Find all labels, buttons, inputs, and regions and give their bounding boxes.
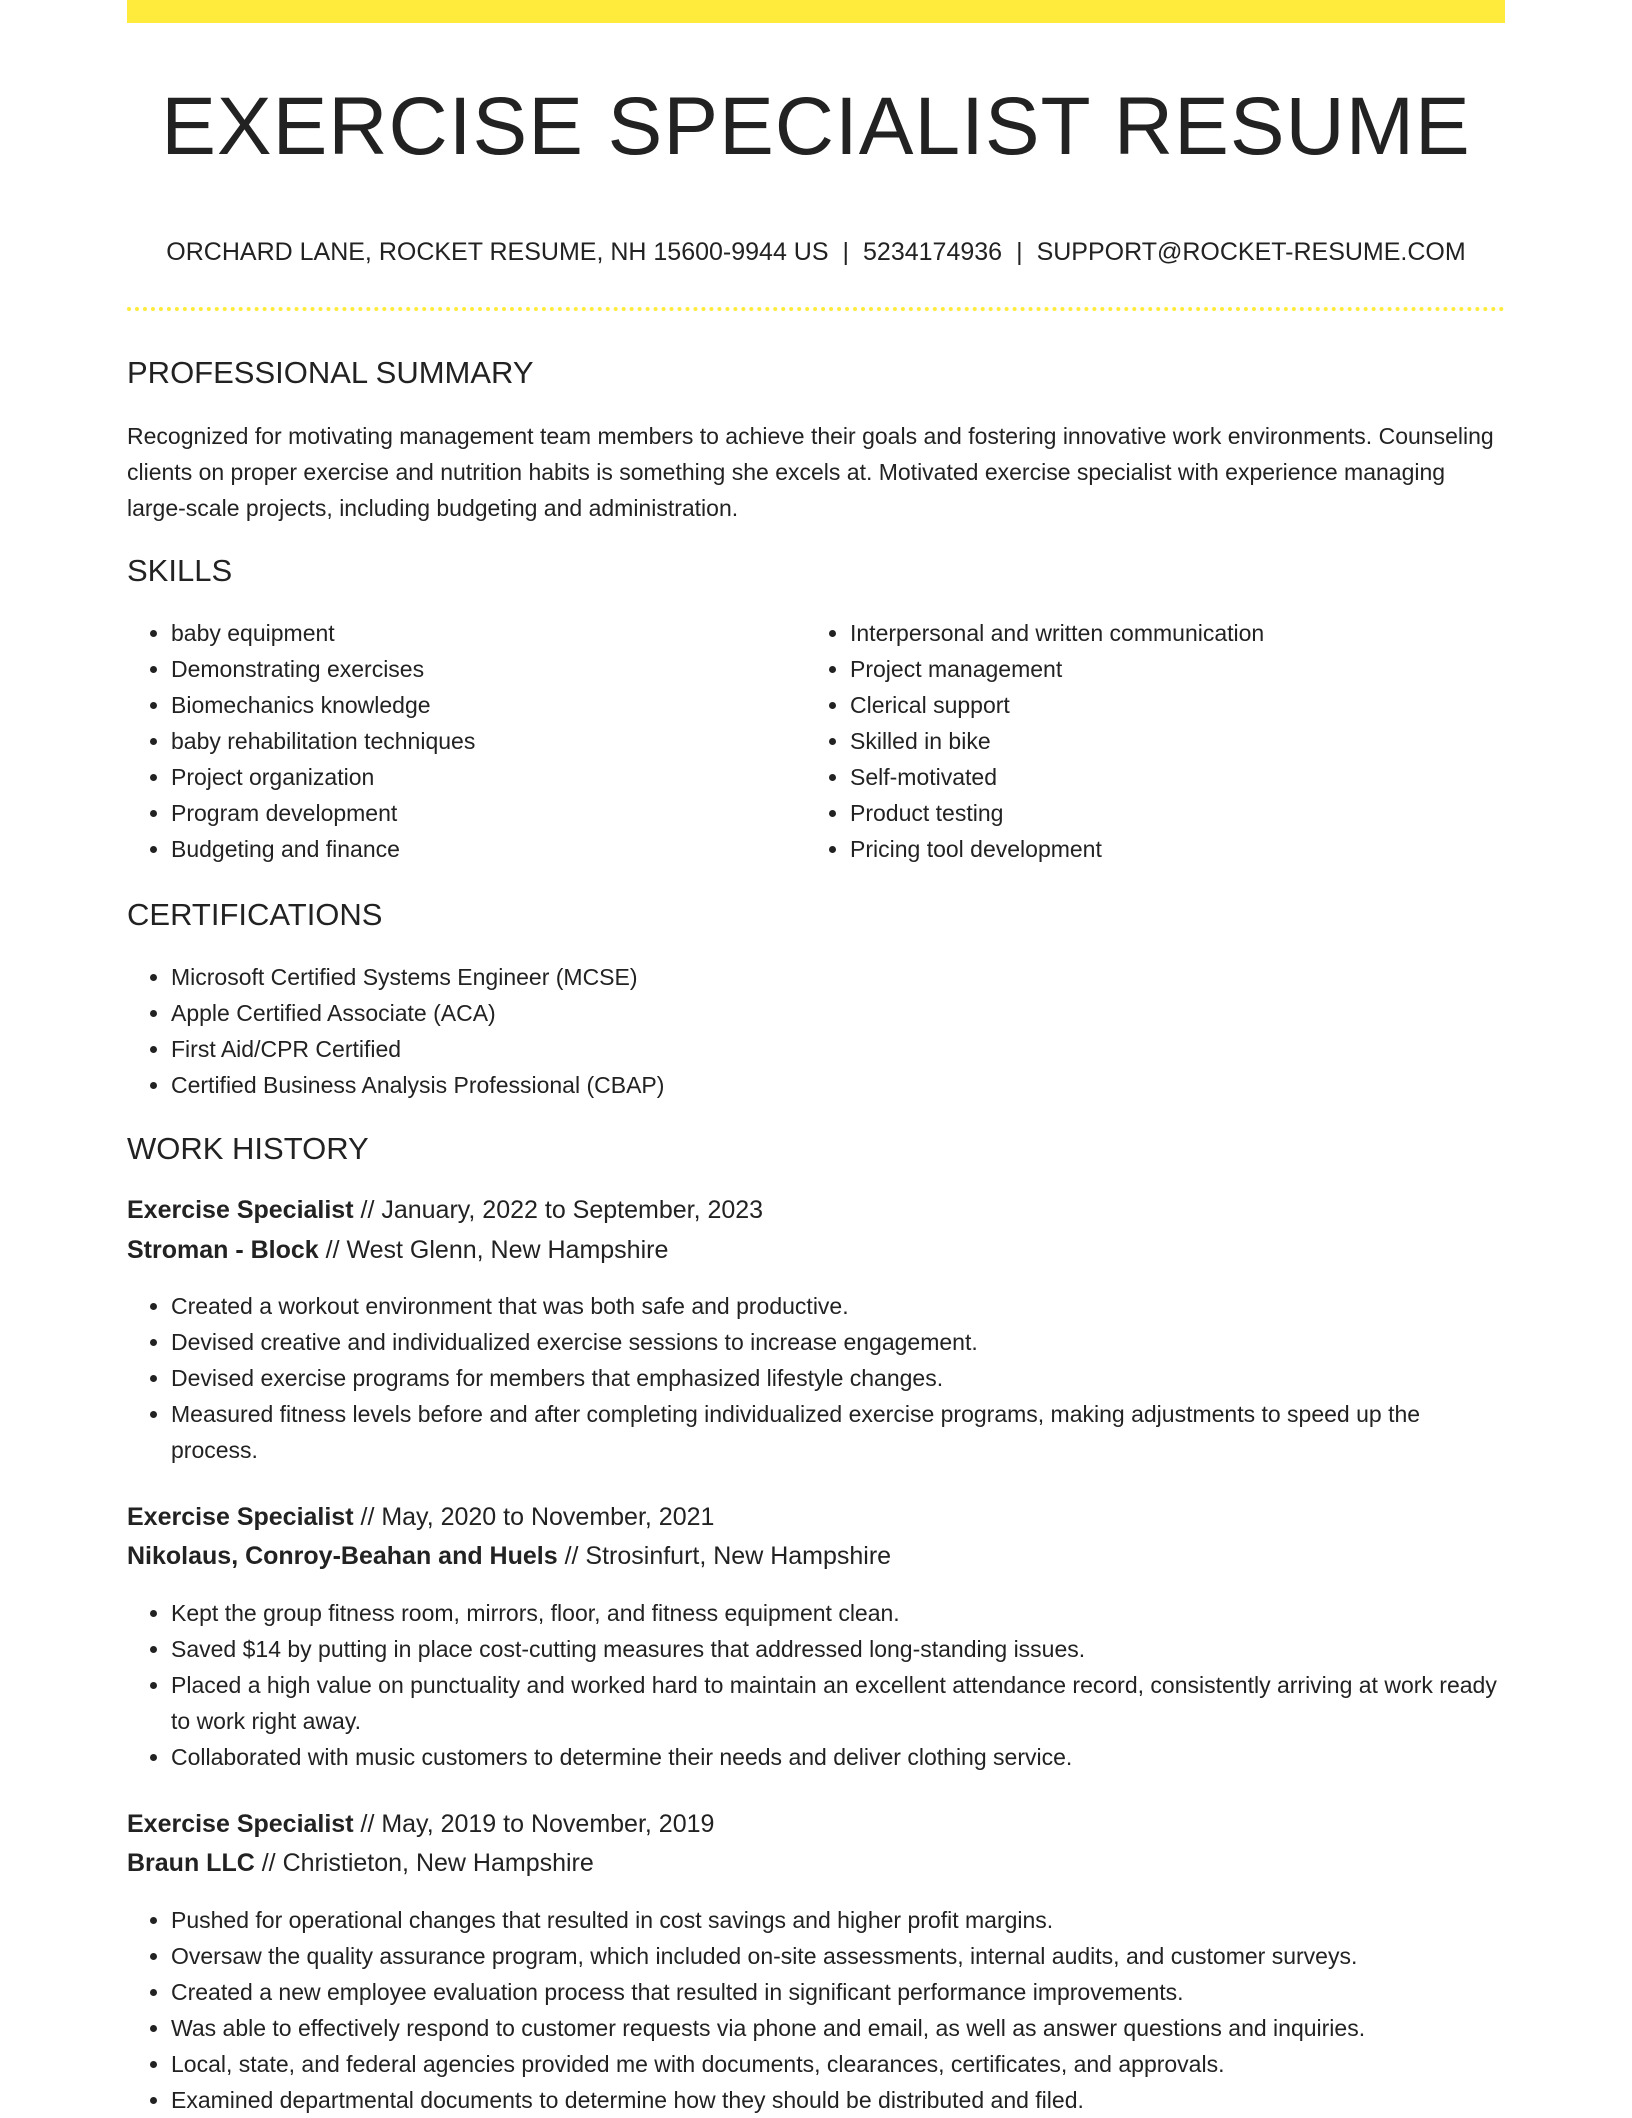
- job-title: Exercise Specialist: [127, 1810, 354, 1838]
- job-company: Stroman - Block: [127, 1236, 319, 1264]
- contact-phone: 5234174936: [863, 238, 1003, 266]
- job-bullets: [127, 1288, 1505, 1468]
- job-bullet: • Was able to effectively respond to customer requests via phone and email, as well as answer questions and inquiries.: [171, 2010, 1505, 2046]
- job-bullet: • Created a new employee evaluation process that resulted in significant performance improvements.: [171, 1974, 1505, 2010]
- skill-item: • Pricing tool development: [850, 831, 1505, 867]
- job-company-line: [127, 1849, 594, 1878]
- skill-item: • Skilled in bike: [850, 723, 1505, 759]
- accent-bar: [127, 0, 1505, 23]
- contact-email: SUPPORT@ROCKET-RESUME.COM: [1036, 238, 1466, 266]
- job-title: Exercise Specialist: [127, 1503, 354, 1531]
- job-title-line: [127, 1196, 763, 1225]
- certifications-list: [127, 959, 1505, 1103]
- job-bullet: • Pushed for operational changes that resulted in cost savings and higher profit margins.: [171, 1902, 1505, 1938]
- summary-heading: PROFESSIONAL SUMMARY: [127, 355, 534, 390]
- dotted-divider: [127, 307, 1505, 311]
- job-title-line: [127, 1810, 714, 1839]
- skills-list-left: [127, 615, 791, 867]
- skills-heading: SKILLS: [127, 553, 233, 588]
- job-company-line: [127, 1542, 891, 1571]
- certification-item: • Microsoft Certified Systems Engineer (MCSE): [171, 959, 1505, 995]
- contact-address: ORCHARD LANE, ROCKET RESUME, NH 15600-9944 US: [166, 238, 829, 266]
- certification-item: • Apple Certified Associate (ACA): [171, 995, 1505, 1031]
- job-title-line: [127, 1503, 714, 1532]
- skill-item: • Project management: [850, 651, 1505, 687]
- work-history-heading: WORK HISTORY: [127, 1131, 369, 1166]
- job-dates: // January, 2022 to September, 2023: [353, 1196, 764, 1224]
- job-bullet: • Examined departmental documents to determine how they should be distributed and filed.: [171, 2082, 1505, 2118]
- skill-item: • Biomechanics knowledge: [171, 687, 791, 723]
- job-location: // Strosinfurt, New Hampshire: [557, 1542, 892, 1570]
- summary-text: Recognized for motivating management team members to achieve their goals and fostering innovative work environments. Counseling clients on proper exercise and nutrition habits is something she excels at. Motivated exercise specialist with experience managing large-scale projects, including budgeting and administration.: [127, 423, 1494, 521]
- job-bullets: [127, 1595, 1505, 1775]
- job-bullet: • Devised exercise programs for members that emphasized lifestyle changes.: [171, 1360, 1505, 1396]
- job-dates: // May, 2020 to November, 2021: [353, 1503, 715, 1531]
- job-bullet: • Saved $14 by putting in place cost-cutting measures that addressed long-standing issues.: [171, 1631, 1505, 1667]
- certification-item: • First Aid/CPR Certified: [171, 1031, 1505, 1067]
- contact-line: [127, 238, 1505, 267]
- job-company: Braun LLC: [127, 1849, 255, 1877]
- job-bullet: • Placed a high value on punctuality and worked hard to maintain an excellent attendance record, consistently arriving at work ready to work right away.: [171, 1667, 1505, 1739]
- job-title: Exercise Specialist: [127, 1196, 354, 1224]
- skill-item: • Product testing: [850, 795, 1505, 831]
- contact-separator: |: [842, 238, 850, 266]
- skill-item: • Interpersonal and written communication: [850, 615, 1505, 651]
- contact-separator: |: [1016, 238, 1023, 266]
- skill-item: • Demonstrating exercises: [171, 651, 791, 687]
- job-company-line: [127, 1236, 668, 1265]
- job-bullets: [127, 1902, 1505, 2118]
- skill-item: • Project organization: [171, 759, 791, 795]
- job-bullet: • Devised creative and individualized exercise sessions to increase engagement.: [171, 1324, 1505, 1360]
- skill-item: • baby rehabilitation techniques: [171, 723, 791, 759]
- skill-item: • Clerical support: [850, 687, 1505, 723]
- job-location: // West Glenn, New Hampshire: [318, 1236, 669, 1264]
- skill-item: • baby equipment: [171, 615, 791, 651]
- job-bullet: • Measured fitness levels before and after completing individualized exercise programs, making adjustments to speed up the process.: [171, 1396, 1505, 1468]
- job-company: Nikolaus, Conroy-Beahan and Huels: [127, 1542, 558, 1570]
- certifications-heading: CERTIFICATIONS: [127, 897, 383, 932]
- job-bullet: • Oversaw the quality assurance program, which included on-site assessments, internal audits, and customer surveys.: [171, 1938, 1505, 1974]
- job-bullet: • Local, state, and federal agencies provided me with documents, clearances, certificates, and approvals.: [171, 2046, 1505, 2082]
- job-bullet: • Collaborated with music customers to determine their needs and deliver clothing service.: [171, 1739, 1505, 1775]
- job-location: // Christieton, New Hampshire: [254, 1849, 594, 1877]
- skill-item: • Budgeting and finance: [171, 831, 791, 867]
- skill-item: • Program development: [171, 795, 791, 831]
- skills-list-right: [806, 615, 1505, 867]
- certification-item: • Certified Business Analysis Professional (CBAP): [171, 1067, 1505, 1103]
- skill-item: • Self-motivated: [850, 759, 1505, 795]
- job-bullet: • Kept the group fitness room, mirrors, floor, and fitness equipment clean.: [171, 1595, 1505, 1631]
- resume-title: EXERCISE SPECIALIST RESUME: [161, 81, 1471, 172]
- job-bullet: • Created a workout environment that was both safe and productive.: [171, 1288, 1505, 1324]
- job-dates: // May, 2019 to November, 2019: [353, 1810, 715, 1838]
